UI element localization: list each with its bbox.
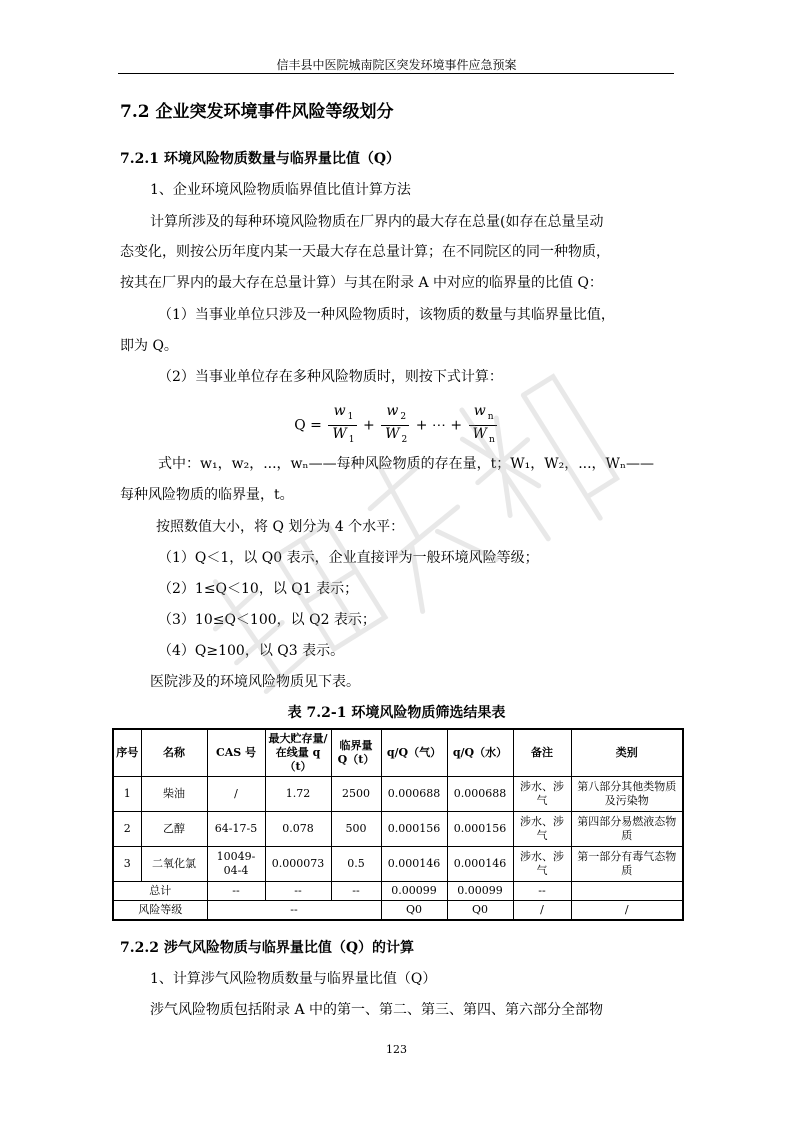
formula-term-2: $\frac{w _2}{W _2}$ xyxy=(381,403,409,448)
table-cell: 0.00099 xyxy=(381,882,447,901)
table-cell: 0.000146 xyxy=(381,847,447,882)
paragraph-calc-line1: 计算所涉及的每种环境风险物质在厂界内的最大存在总量(如存在总量呈动 xyxy=(150,214,604,230)
paragraph-levels-intro: 按照数值大小，将 Q 划分为 4 个水平： xyxy=(156,519,405,535)
table-cell: 涉水、涉气 xyxy=(513,777,571,812)
formula-explanation-line1: 式中：w₁，w₂，...，wₙ——每种风险物质的存在量，t；W₁，W₂，...，Wₙ—— xyxy=(158,456,655,472)
level-item-q2: （3）10≤Q＜100，以 Q2 表示； xyxy=(158,612,376,628)
table-cell: 第一部分有毒气态物质 xyxy=(571,847,683,882)
header-critical-quantity: 临界量 Q（t） xyxy=(331,729,381,777)
table-row xyxy=(113,777,683,812)
table-caption: 表 7.2-1 环境风险物质筛选结果表 xyxy=(287,705,506,721)
header-index: 序号 xyxy=(113,729,141,777)
paragraph-calc-line2: 态变化，则按公历年度内某一天最大存在总量计算；在不同院区的同一种物质， xyxy=(120,244,610,260)
header-category: 类别 xyxy=(571,729,683,777)
table-cell: Q0 xyxy=(381,901,447,921)
formula-explanation-line2: 每种风险物质的临界量，t。 xyxy=(120,487,294,503)
table-cell: -- xyxy=(265,882,331,901)
total-label: 总计 xyxy=(113,882,207,901)
table-cell: 0.00099 xyxy=(447,882,513,901)
table-cell: -- xyxy=(331,882,381,901)
table-row xyxy=(113,812,683,847)
table-cell: -- xyxy=(207,901,381,921)
table-cell: / xyxy=(513,901,571,921)
section-title: 7.2 企业突发环境事件风险等级划分 xyxy=(120,102,394,122)
formula-dots: + ⋯ + xyxy=(415,417,463,434)
paragraph-multiple: （2）当事业单位存在多种风险物质时，则按下式计算： xyxy=(158,369,503,385)
table-cell: 第四部分易燃液态物质 xyxy=(571,812,683,847)
table-cell xyxy=(571,882,683,901)
table-cell: 柴油 xyxy=(141,777,207,812)
header-name: 名称 xyxy=(141,729,207,777)
level-item-q0: （1）Q＜1，以 Q0 表示，企业直接评为一般环境风险等级； xyxy=(158,550,539,566)
formula-term-1: $\frac{w _1}{W _1}$ xyxy=(328,403,356,448)
header-remark: 备注 xyxy=(513,729,571,777)
page-header: 信丰县中医院城南院区突发环境事件应急预案 xyxy=(276,58,517,72)
paragraph-calc-line3: 按其在厂界内的最大存在总量计算）与其在附录 A 中对应的临界量的比值 Q： xyxy=(120,275,603,291)
table-total-row xyxy=(113,882,683,901)
table-cell: / xyxy=(571,901,683,921)
header-rule xyxy=(118,73,674,74)
paragraph-method: 1、企业环境风险物质临界值比值计算方法 xyxy=(150,182,411,198)
table-cell: 0.000688 xyxy=(447,777,513,812)
table-cell: 乙醇 xyxy=(141,812,207,847)
paragraph-single-line2: 即为 Q。 xyxy=(120,338,178,354)
table-cell: 500 xyxy=(331,812,381,847)
subsection-title-7-2-2: 7.2.2 涉气风险物质与临界量比值（Q）的计算 xyxy=(120,940,415,956)
header-ratio-water: q/Q（水） xyxy=(447,729,513,777)
table-cell: / xyxy=(207,777,265,812)
table-cell: Q0 xyxy=(447,901,513,921)
table-cell: 0.000073 xyxy=(265,847,331,882)
formula-plus: + xyxy=(362,417,375,434)
subsection-title-7-2-1: 7.2.1 环境风险物质数量与临界量比值（Q） xyxy=(120,151,401,167)
table-cell: -- xyxy=(513,882,571,901)
table-cell: 0.5 xyxy=(331,847,381,882)
header-cas: CAS 号 xyxy=(207,729,265,777)
paragraph-single-line1: （1）当事业单位只涉及一种风险物质时，该物质的数量与其临界量比值， xyxy=(158,307,615,323)
header-ratio-gas: q/Q（气） xyxy=(381,729,447,777)
table-cell: 0.000156 xyxy=(447,812,513,847)
table-cell: 0.000156 xyxy=(381,812,447,847)
table-cell: 1 xyxy=(113,777,141,812)
table-cell: 1.72 xyxy=(265,777,331,812)
page-number: 123 xyxy=(386,1043,407,1056)
table-cell: 2 xyxy=(113,812,141,847)
table-cell: 64-17-5 xyxy=(207,812,265,847)
risk-level-label: 风险等级 xyxy=(113,901,207,921)
table-cell: 0.078 xyxy=(265,812,331,847)
table-cell: 0.000688 xyxy=(381,777,447,812)
table-risk-level-row xyxy=(113,901,683,921)
table-cell: 二氧化氯 xyxy=(141,847,207,882)
table-cell: 0.000146 xyxy=(447,847,513,882)
paragraph-gas-substances: 涉气风险物质包括附录 A 中的第一、第二、第三、第四、第六部分全部物 xyxy=(150,1002,604,1018)
table-cell: 涉水、涉气 xyxy=(513,812,571,847)
table-cell: -- xyxy=(207,882,265,901)
paragraph-gas-ratio: 1、计算涉气风险物质数量与临界量比值（Q） xyxy=(150,971,437,987)
table-cell: 第八部分其他类物质及污染物 xyxy=(571,777,683,812)
level-item-q1: （2）1≤Q＜10，以 Q1 表示； xyxy=(158,581,359,597)
header-max-storage: 最大贮存量/在线量 q（t） xyxy=(265,729,331,777)
table-cell: 2500 xyxy=(331,777,381,812)
table-cell: 3 xyxy=(113,847,141,882)
table-cell: 10049-04-4 xyxy=(207,847,265,882)
risk-substance-table xyxy=(112,728,684,921)
level-item-q3: （4）Q≥100，以 Q3 表示。 xyxy=(158,643,345,659)
formula-lhs: Q = xyxy=(294,417,322,434)
formula-term-n: $\frac{w _n}{W _n}$ xyxy=(469,403,497,448)
table-cell: 涉水、涉气 xyxy=(513,847,571,882)
table-row xyxy=(113,847,683,882)
paragraph-table-intro: 医院涉及的环境风险物质见下表。 xyxy=(150,674,360,690)
